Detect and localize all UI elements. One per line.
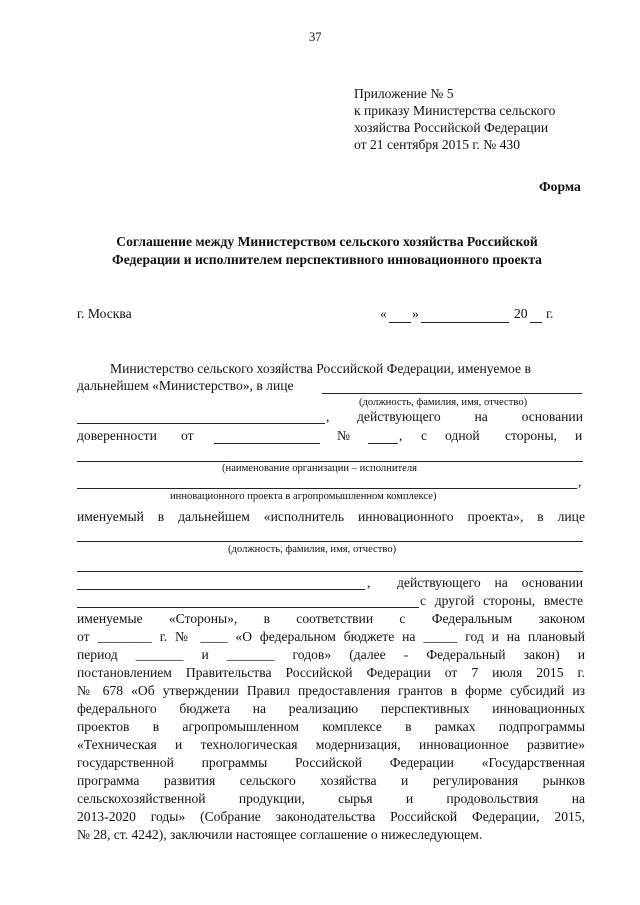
hint-organization: (наименование организации – исполнителя bbox=[222, 463, 417, 474]
year-prefix: 20 bbox=[514, 306, 528, 321]
other-side-text: с другой стороны, вместе bbox=[420, 593, 583, 608]
attorney-number-blank[interactable] bbox=[368, 443, 398, 444]
paragraph-1-line-2: дальнейшем «Министерство», в лице bbox=[77, 378, 294, 393]
paragraph-1-line-1: Министерство сельского хозяйства Российской Федерации, именуемое в bbox=[110, 361, 531, 376]
body-line-9: государственной программы Российской Федерации «Государственная bbox=[77, 755, 585, 770]
document-title-line-1: Соглашение между Министерством сельского хозяйства Российской bbox=[116, 234, 538, 249]
ministry-representative-blank-2[interactable] bbox=[77, 423, 325, 424]
body-line-7: проектов в агропромышленном комплексе в рамках подпрограммы bbox=[77, 719, 585, 734]
body-line-6: федерального бюджета на реализацию перспективных инновационных bbox=[77, 701, 585, 716]
appendix-line-2: к приказу Министерства сельского bbox=[354, 103, 556, 118]
place: г. Москва bbox=[77, 306, 132, 321]
ministry-representative-blank[interactable] bbox=[322, 393, 582, 394]
hint-organization-2: инновационного проекта в агропромышленном комплексе) bbox=[170, 491, 437, 502]
date-open-quote: « bbox=[380, 306, 387, 321]
hint-position-2: (должность, фамилия, имя, отчество) bbox=[228, 544, 397, 555]
body-line-10: программа развития сельского хозяйства и регулирования рынков bbox=[77, 773, 585, 788]
body-last-line: № 28, ст. 4242), заключили настоящее соглашение о нижеследующем. bbox=[77, 827, 483, 842]
body-line-11: сельскохозяйственной продукции, сырья и продовольствия на bbox=[77, 791, 585, 806]
body-line-3: период _______ и _______ годов» (далее - Федеральный закон) и bbox=[77, 647, 585, 662]
document-title-line-2: Федерации и исполнителем перспективного инновационного проекта bbox=[112, 252, 542, 267]
executor-representative-blank[interactable] bbox=[77, 541, 583, 542]
body-line-2: от ________ г. № ____ «О федеральном бюджете на _____ год и на плановый bbox=[77, 629, 585, 644]
organization-name-blank[interactable] bbox=[77, 461, 583, 462]
body-line-12: 2013-2020 годы» (Собрание законодательства Российской Федерации, 2015, bbox=[77, 809, 585, 824]
executor-basis-blank[interactable] bbox=[77, 607, 419, 608]
body-line-4: постановлением Правительства Российской Федерации от 7 июля 2015 г. bbox=[77, 665, 585, 680]
acting-basis-1: действующего на основании bbox=[357, 409, 583, 424]
organization-name-blank-2[interactable] bbox=[77, 488, 577, 489]
attorney-word: доверенности bbox=[77, 428, 157, 443]
body-line-1: именуемые «Стороны», в соответствии с Федеральным законом bbox=[77, 611, 585, 626]
year-suffix: г. bbox=[546, 306, 554, 321]
form-label: Форма bbox=[539, 179, 581, 194]
named-executor-line: именуемый в дальнейшем «исполнитель инновационного проекта», в лице bbox=[77, 509, 585, 524]
date-close-quote: » bbox=[412, 306, 419, 321]
appendix-line-1: Приложение № 5 bbox=[354, 86, 454, 101]
executor-representative-blank-2[interactable] bbox=[77, 571, 583, 572]
attorney-date-blank[interactable] bbox=[214, 443, 320, 444]
body-line-8: «Техническая и технологическая модернизация, инновационное развитие» bbox=[77, 737, 585, 752]
month-blank[interactable] bbox=[421, 322, 509, 323]
hint-position-1: (должность, фамилия, имя, отчество) bbox=[359, 397, 528, 408]
page-number: 37 bbox=[309, 30, 322, 44]
executor-representative-blank-3[interactable] bbox=[77, 589, 365, 590]
appendix-line-3: хозяйства Российской Федерации bbox=[354, 120, 549, 135]
body-line-5: № 678 «Об утверждении Правил предоставления грантов в форме субсидий из bbox=[77, 683, 585, 698]
appendix-line-4: от 21 сентября 2015 г. № 430 bbox=[354, 137, 521, 152]
year-blank[interactable] bbox=[530, 322, 542, 323]
day-blank[interactable] bbox=[389, 322, 411, 323]
acting-basis-2: действующего на основании bbox=[397, 575, 583, 590]
